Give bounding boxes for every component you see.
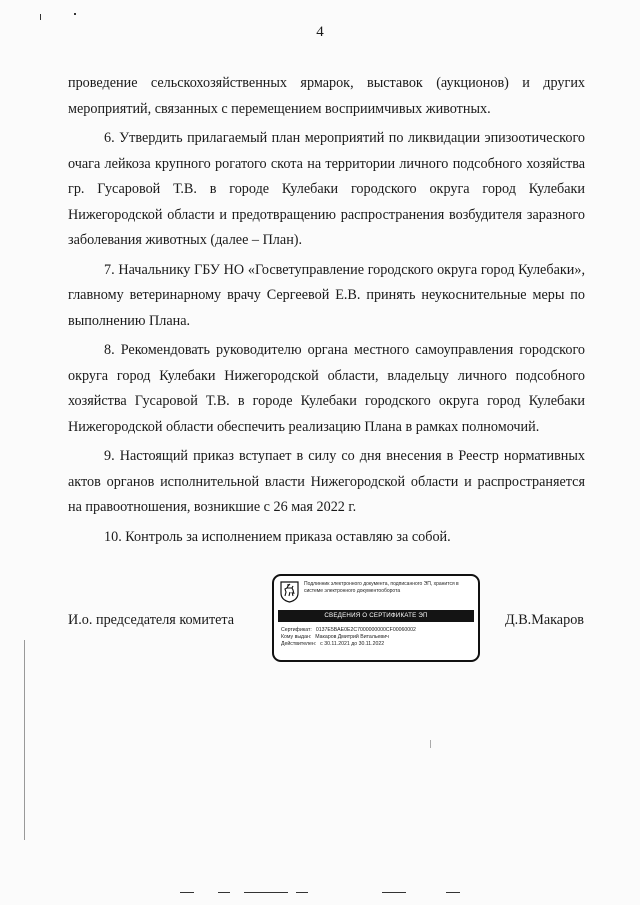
stamp-row-label: Действителен: [281,641,317,647]
stamp-row-validity [281,641,474,648]
scan-mark [74,13,76,15]
signatory-position: И.о. председателя комитета [68,612,235,628]
stamp-row-label: Сертификат: [281,627,312,633]
paragraph-6: 6. Утвердить прилагаемый план мероприятий по ликвидации эпизоотического очага лейкоза крупного рогатого скота на территории личного подсобного хозяйства гр. Гусаровой Т.В. в городе Кулебаки городского округа город Кулебаки Нижегородской области и предотвращению распространения возбудителя заразного заболевания животных (далее – План). [68,130,585,248]
document-body [68,71,585,554]
stamp-title-bar: СВЕДЕНИЯ О СЕРТИФИКАТЕ ЭП [278,610,474,622]
scan-bottom-dash [180,892,194,893]
stamp-row-certificate [281,627,474,634]
paragraph-7: 7. Начальнику ГБУ НО «Госветуправление городского округа город Кулебаки», главному ветеринарному врачу Сергеевой Е.В. принять неукоснительные меры по выполнению Плана. [68,261,585,329]
stamp-row-issued-to [281,634,474,641]
signatory-name: Д.В.Макаров [504,612,584,628]
paragraph-9: 9. Настоящий приказ вступает в силу со дня внесения в Реестр нормативных актов органов исполнительной власти Нижегородской области и распространяется на правоотношения, возникшие с 26 мая 2022 г. [68,448,585,515]
electronic-signature-stamp [272,574,480,662]
stamp-row-value: 0137E5BAE0E2C7000000000CF00060002 [315,627,416,633]
stamp-header-text: Подлинник электронного документа, подписанного ЭП, хранится в системе электронного документооборота [304,581,459,594]
paragraph-8: 8. Рекомендовать руководителю органа местного самоуправления городского округа город Кулебаки Нижегородской области, владельцу личного подсобного хозяйства Гусаровой Т.В. в городе Кулебаки городского округа город Кулебаки Нижегородской области обеспечить реализацию Плана в рамках полномочий. [68,342,585,435]
stamp-row-label: Кому выдан: [281,634,312,640]
paragraph-10: 10. Контроль за исполнением приказа оставляю за собой. [104,528,451,545]
page-number: 4 [316,24,324,40]
scan-mark [430,740,431,748]
scan-bottom-dash [382,892,406,893]
scan-bottom-dash [446,892,460,893]
paragraph-continuation: проведение сельскохозяйственных ярмарок, выставок (аукционов) и других мероприятий, связанных с перемещением восприимчивых животных. [68,75,585,117]
stamp-row-value: с 30.11.2021 до 30.11.2022 [320,641,385,647]
stamp-row-value: Макаров Дмитрий Витальевич [315,634,389,640]
nizhny-novgorod-deer-emblem-icon [280,581,299,603]
scan-bottom-dash [218,892,230,893]
scan-bottom-dash [296,892,308,893]
scan-left-edge-line [24,640,25,840]
stamp-certificate-details [281,627,474,648]
scan-mark [40,14,41,20]
scan-bottom-dash [244,892,288,893]
